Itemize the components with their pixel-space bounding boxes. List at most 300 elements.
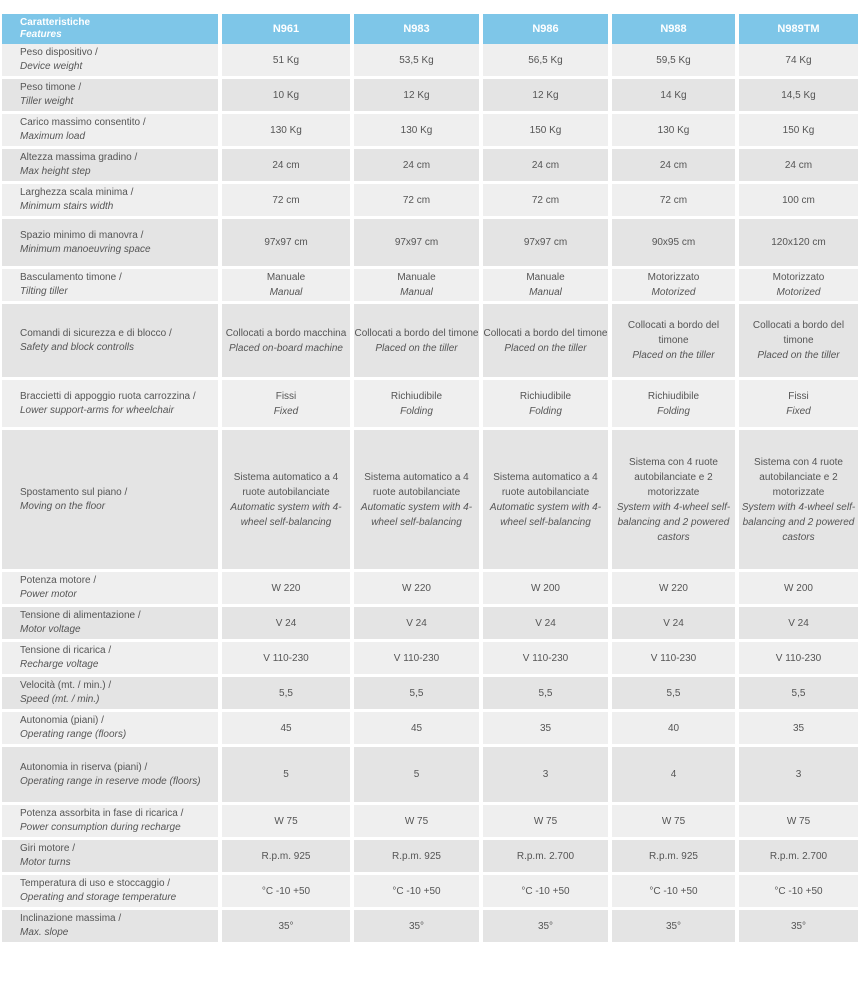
value-it: 24 cm: [531, 159, 560, 171]
value-cell: [483, 572, 612, 607]
value-it: Motorizzato: [647, 272, 700, 283]
features-header-it: Caratteristiche: [20, 17, 91, 28]
value-it: Sistema automatico a 4 ruote autobilanciate: [493, 471, 598, 498]
value-cell: [739, 380, 858, 430]
value-cell: [739, 840, 858, 875]
value-cell: [222, 380, 354, 430]
value-it: W 75: [404, 815, 429, 827]
value-it: 24 cm: [402, 159, 431, 171]
value-cell: [483, 805, 612, 840]
table-row: [2, 304, 858, 380]
value-it: 97x97 cm: [523, 237, 568, 248]
value-cell: [739, 430, 858, 572]
value-it: °C -10 +50: [392, 885, 441, 897]
feature-label-cell: [2, 380, 222, 430]
feature-label-it: Tensione di alimentazione /: [20, 610, 141, 621]
value-it: 53,5 Kg: [399, 54, 434, 66]
value-it: 45: [280, 722, 292, 734]
table-row: [2, 607, 858, 642]
value-cell: [739, 572, 858, 607]
value-it: Richiudibile: [390, 390, 443, 402]
value-it: R.p.m. 925: [261, 850, 311, 862]
value-cell: [354, 875, 483, 910]
features-header-en: Features: [20, 29, 62, 40]
value-it: V 24: [406, 617, 427, 629]
value-it: W 75: [661, 815, 686, 827]
value-en: Placed on the tiller: [757, 350, 840, 361]
value-cell: [222, 677, 354, 712]
value-cell: [612, 269, 739, 304]
value-it: 72 cm: [531, 194, 560, 206]
value-it: W 220: [659, 582, 688, 594]
feature-label-it: Inclinazione massima /: [20, 913, 122, 924]
table-row: [2, 430, 858, 572]
value-it: Manuale: [266, 272, 306, 283]
value-cell: [222, 304, 354, 380]
value-it: 35°: [665, 920, 682, 932]
model-header-n961: N961: [222, 14, 354, 44]
table-row: [2, 184, 858, 219]
value-cell: [739, 149, 858, 184]
value-cell: [739, 44, 858, 79]
value-it: Collocati a bordo del timone: [627, 320, 720, 346]
value-cell: [612, 79, 739, 114]
value-it: W 220: [271, 582, 301, 594]
feature-label-cell: [2, 184, 222, 219]
feature-label-it: Giri motore /: [20, 843, 76, 854]
model-header-n989tm: N989TM: [739, 14, 858, 44]
value-cell: [354, 607, 483, 642]
value-cell: [354, 184, 483, 219]
feature-label-cell: [2, 572, 222, 607]
table-row: [2, 380, 858, 430]
value-cell: [483, 219, 612, 269]
value-it: °C -10 +50: [774, 885, 823, 897]
value-it: 3: [542, 769, 549, 780]
feature-label-cell: [2, 840, 222, 875]
value-it: 12 Kg: [403, 89, 430, 101]
feature-label-it: Potenza assorbita in fase di ricarica /: [20, 808, 184, 819]
value-it: R.p.m. 2.700: [516, 850, 575, 862]
value-cell: [222, 149, 354, 184]
value-it: Richiudibile: [519, 390, 572, 402]
value-it: 10 Kg: [272, 89, 300, 101]
feature-label-en: Moving on the floor: [20, 500, 106, 512]
value-cell: [483, 747, 612, 805]
value-it: 100 cm: [782, 194, 815, 206]
value-cell: [612, 677, 739, 712]
table-row: [2, 79, 858, 114]
feature-label-it: Spostamento sul piano /: [20, 486, 128, 498]
value-cell: [483, 677, 612, 712]
value-cell: [354, 380, 483, 430]
feature-label-it: Braccietti di appoggio ruota carrozzina /: [20, 390, 196, 402]
value-it: 24 cm: [272, 159, 300, 171]
value-cell: [222, 875, 354, 910]
value-cell: [354, 430, 483, 572]
value-en: Motorized: [776, 287, 821, 298]
value-en: Placed on the tiller: [375, 342, 458, 354]
value-it: 5,5: [538, 687, 553, 699]
value-it: 35°: [790, 920, 807, 932]
value-it: 5: [413, 769, 420, 780]
value-cell: [222, 572, 354, 607]
value-cell: [739, 304, 858, 380]
table-row: [2, 805, 858, 840]
value-cell: [354, 304, 483, 380]
value-en: Fixed: [273, 405, 299, 417]
header-row: [2, 14, 858, 44]
value-it: Sistema con 4 ruote autobilanciate e 2 motorizzate: [754, 456, 843, 498]
value-it: 51 Kg: [272, 54, 300, 66]
value-it: 3: [795, 769, 802, 780]
value-cell: [739, 184, 858, 219]
feature-label-cell: [2, 805, 222, 840]
value-cell: [612, 910, 739, 945]
value-it: R.p.m. 925: [392, 850, 441, 862]
feature-label-it: Altezza massima gradino /: [20, 152, 138, 163]
value-cell: [739, 114, 858, 149]
value-it: 40: [667, 722, 680, 734]
feature-label-it: Velocità (mt. / min.) /: [20, 680, 112, 691]
value-cell: [222, 840, 354, 875]
feature-label-it: Autonomia (piani) /: [20, 715, 104, 726]
value-it: Collocati a bordo del timone: [354, 327, 479, 339]
feature-label-cell: [2, 875, 222, 910]
value-cell: [354, 642, 483, 677]
value-it: Fissi: [275, 390, 297, 402]
feature-label-it: Carico massimo consentito /: [20, 117, 146, 128]
feature-label-en: Safety and block controlls: [20, 341, 134, 353]
feature-label-en: Operating and storage temperature: [20, 892, 177, 903]
value-cell: [483, 642, 612, 677]
value-it: V 24: [535, 617, 556, 629]
value-it: V 110-230: [393, 652, 440, 664]
value-cell: [354, 572, 483, 607]
feature-label-cell: [2, 44, 222, 79]
feature-label-cell: [2, 304, 222, 380]
value-it: Richiudibile: [647, 390, 700, 402]
feature-label-cell: [2, 79, 222, 114]
feature-label-cell: [2, 910, 222, 945]
value-cell: [483, 607, 612, 642]
value-cell: [222, 114, 354, 149]
feature-label-en: Operating range (floors): [20, 729, 127, 740]
value-cell: [739, 875, 858, 910]
value-en: Automatic system with 4-wheel self-balancing: [360, 501, 473, 528]
value-cell: [483, 44, 612, 79]
value-cell: [483, 840, 612, 875]
value-it: V 24: [788, 617, 809, 629]
features-table: [2, 14, 858, 945]
table-row: [2, 642, 858, 677]
value-it: 97x97 cm: [394, 237, 439, 248]
value-en: System with 4-wheel self-balancing and 2 powered castors: [741, 501, 856, 543]
model-header-n988: N988: [612, 14, 739, 44]
value-cell: [483, 269, 612, 304]
value-it: °C -10 +50: [261, 885, 311, 897]
value-it: 130 Kg: [400, 124, 433, 136]
value-it: 5: [283, 769, 289, 780]
feature-label-en: Motor voltage: [20, 624, 81, 635]
value-cell: [222, 642, 354, 677]
value-it: 24 cm: [659, 159, 688, 171]
value-it: 24 cm: [784, 159, 813, 171]
value-cell: [612, 572, 739, 607]
table-row: [2, 910, 858, 945]
value-cell: [222, 430, 354, 572]
value-cell: [612, 430, 739, 572]
value-cell: [483, 875, 612, 910]
value-en: Folding: [657, 405, 690, 417]
table-row: [2, 747, 858, 805]
feature-label-it: Comandi di sicurezza e di blocco /: [20, 327, 172, 339]
feature-label-en: Power motor: [20, 589, 77, 600]
value-cell: [739, 269, 858, 304]
value-cell: [612, 607, 739, 642]
value-cell: [354, 747, 483, 805]
value-it: Motorizzato: [772, 272, 825, 283]
feature-label-it: Basculamento timone /: [20, 272, 122, 283]
value-it: Collocati a bordo del timone: [752, 320, 845, 346]
value-en: Manual: [269, 287, 303, 298]
value-it: 90x95 cm: [651, 237, 696, 248]
value-it: 72 cm: [402, 194, 431, 206]
value-it: °C -10 +50: [649, 885, 698, 897]
value-it: V 24: [275, 617, 297, 629]
value-en: Placed on-board machine: [229, 342, 343, 354]
value-it: R.p.m. 925: [649, 850, 698, 862]
value-cell: [222, 607, 354, 642]
value-en: Placed on the tiller: [632, 350, 715, 361]
value-it: 150 Kg: [782, 124, 815, 136]
value-cell: [739, 677, 858, 712]
value-it: W 75: [786, 815, 811, 827]
feature-label-en: Tilting tiller: [20, 286, 68, 297]
value-en: Fixed: [786, 405, 811, 417]
value-cell: [354, 712, 483, 747]
value-cell: [612, 114, 739, 149]
model-header-n983: N983: [354, 14, 483, 44]
value-cell: [354, 219, 483, 269]
value-cell: [483, 184, 612, 219]
value-cell: [483, 380, 612, 430]
value-cell: [612, 840, 739, 875]
value-cell: [483, 712, 612, 747]
value-cell: [354, 79, 483, 114]
value-cell: [739, 607, 858, 642]
value-en: Automatic system with 4-wheel self-balancing: [230, 501, 342, 528]
value-en: System with 4-wheel self-balancing and 2 powered castors: [616, 501, 731, 543]
value-it: 14,5 Kg: [781, 89, 816, 101]
value-it: V 24: [663, 617, 684, 629]
value-cell: [222, 712, 354, 747]
value-en: Manual: [400, 287, 433, 298]
value-it: Manuale: [397, 272, 436, 283]
value-en: Manual: [529, 287, 562, 298]
value-it: 45: [410, 722, 423, 734]
value-cell: [612, 747, 739, 805]
feature-label-en: Device weight: [20, 61, 83, 72]
value-it: 35°: [278, 920, 294, 932]
value-it: Manuale: [526, 272, 565, 283]
value-cell: [612, 184, 739, 219]
feature-label-cell: [2, 269, 222, 304]
feature-label-cell: [2, 430, 222, 572]
value-it: 74 Kg: [785, 54, 812, 66]
value-cell: [483, 304, 612, 380]
feature-label-cell: [2, 219, 222, 269]
feature-label-en: Minimum manoeuvring space: [20, 243, 151, 255]
value-it: 120x120 cm: [771, 237, 826, 248]
value-it: 56,5 Kg: [528, 54, 563, 66]
value-cell: [222, 269, 354, 304]
feature-label-en: Minimum stairs width: [20, 201, 114, 212]
feature-label-en: Tiller weight: [20, 96, 74, 107]
feature-label-en: Lower support-arms for wheelchair: [20, 404, 174, 416]
model-header-n986: N986: [483, 14, 612, 44]
value-it: 12 Kg: [532, 89, 559, 101]
table-row: [2, 840, 858, 875]
table-row: [2, 875, 858, 910]
value-cell: [222, 184, 354, 219]
value-it: W 220: [402, 582, 431, 594]
feature-label-it: Tensione di ricarica /: [20, 645, 112, 656]
value-cell: [739, 712, 858, 747]
value-cell: [354, 805, 483, 840]
value-it: 150 Kg: [529, 124, 562, 136]
value-cell: [612, 805, 739, 840]
value-it: W 75: [533, 815, 558, 827]
value-en: Placed on the tiller: [504, 342, 587, 354]
value-cell: [354, 44, 483, 79]
value-cell: [739, 642, 858, 677]
value-cell: [483, 149, 612, 184]
feature-label-en: Max. slope: [20, 927, 69, 938]
value-cell: [222, 910, 354, 945]
table-row: [2, 219, 858, 269]
feature-label-en: Maximum load: [20, 131, 86, 142]
value-cell: [354, 114, 483, 149]
features-header-cell: [2, 14, 222, 44]
value-cell: [612, 219, 739, 269]
value-cell: [612, 875, 739, 910]
value-cell: [612, 712, 739, 747]
value-it: W 75: [274, 815, 298, 827]
value-cell: [739, 805, 858, 840]
value-it: 72 cm: [659, 194, 688, 206]
value-it: 35: [539, 722, 552, 734]
value-it: 5,5: [666, 687, 681, 699]
value-cell: [739, 219, 858, 269]
value-it: 5,5: [791, 687, 806, 699]
value-it: Sistema con 4 ruote autobilanciate e 2 motorizzate: [629, 456, 718, 498]
value-it: W 200: [784, 582, 813, 594]
value-cell: [222, 79, 354, 114]
value-it: V 110-230: [522, 652, 569, 664]
table-row: [2, 269, 858, 304]
value-it: 72 cm: [272, 194, 300, 206]
value-it: 130 Kg: [270, 124, 302, 136]
value-en: Automatic system with 4-wheel self-balancing: [489, 501, 602, 528]
table-row: [2, 677, 858, 712]
table-row: [2, 712, 858, 747]
value-cell: [483, 114, 612, 149]
value-it: 97x97 cm: [264, 237, 308, 248]
value-it: V 110-230: [775, 652, 822, 664]
value-it: Collocati a bordo macchina: [225, 327, 347, 339]
feature-label-en: Max height step: [20, 166, 91, 177]
feature-label-it: Autonomia in riserva (piani) /: [20, 761, 148, 773]
feature-label-cell: [2, 712, 222, 747]
value-cell: [354, 149, 483, 184]
table-row: [2, 572, 858, 607]
feature-label-it: Temperatura di uso e stoccaggio /: [20, 878, 171, 889]
feature-label-en: Power consumption during recharge: [20, 822, 181, 833]
feature-label-cell: [2, 747, 222, 805]
value-it: 35°: [408, 920, 425, 932]
value-it: 35: [792, 722, 805, 734]
value-en: Folding: [529, 405, 562, 417]
value-cell: [354, 910, 483, 945]
value-it: R.p.m. 2.700: [769, 850, 828, 862]
value-cell: [354, 677, 483, 712]
value-cell: [354, 269, 483, 304]
value-it: W 200: [531, 582, 560, 594]
table-row: [2, 149, 858, 184]
feature-label-cell: [2, 607, 222, 642]
value-it: 5,5: [409, 687, 424, 699]
value-cell: [739, 747, 858, 805]
value-it: Sistema automatico a 4 ruote autobilanciate: [364, 471, 469, 498]
value-cell: [222, 747, 354, 805]
value-en: Motorized: [651, 287, 696, 298]
feature-label-cell: [2, 114, 222, 149]
feature-label-cell: [2, 642, 222, 677]
value-it: Fissi: [788, 390, 809, 402]
value-it: 59,5 Kg: [656, 54, 691, 66]
value-cell: [483, 430, 612, 572]
value-cell: [739, 910, 858, 945]
value-it: 5,5: [279, 687, 293, 699]
feature-label-it: Potenza motore /: [20, 575, 97, 586]
table-row: [2, 114, 858, 149]
value-cell: [739, 79, 858, 114]
feature-label-cell: [2, 677, 222, 712]
value-cell: [612, 44, 739, 79]
value-cell: [222, 44, 354, 79]
feature-label-it: Larghezza scala minima /: [20, 187, 134, 198]
value-cell: [354, 840, 483, 875]
feature-label-it: Peso dispositivo /: [20, 47, 98, 58]
value-cell: [483, 79, 612, 114]
feature-label-en: Operating range in reserve mode (floors): [20, 775, 201, 787]
value-it: 4: [670, 769, 677, 780]
value-it: °C -10 +50: [521, 885, 570, 897]
value-it: 130 Kg: [657, 124, 690, 136]
feature-label-cell: [2, 149, 222, 184]
value-cell: [483, 910, 612, 945]
value-en: Folding: [400, 405, 433, 417]
value-it: Sistema automatico a 4 ruote autobilanciate: [233, 471, 339, 498]
value-it: V 110-230: [650, 652, 697, 664]
feature-label-en: Speed (mt. / min.): [20, 694, 100, 705]
value-cell: [612, 304, 739, 380]
value-cell: [612, 380, 739, 430]
feature-label-it: Peso timone /: [20, 82, 82, 93]
value-cell: [222, 805, 354, 840]
table-row: [2, 44, 858, 79]
